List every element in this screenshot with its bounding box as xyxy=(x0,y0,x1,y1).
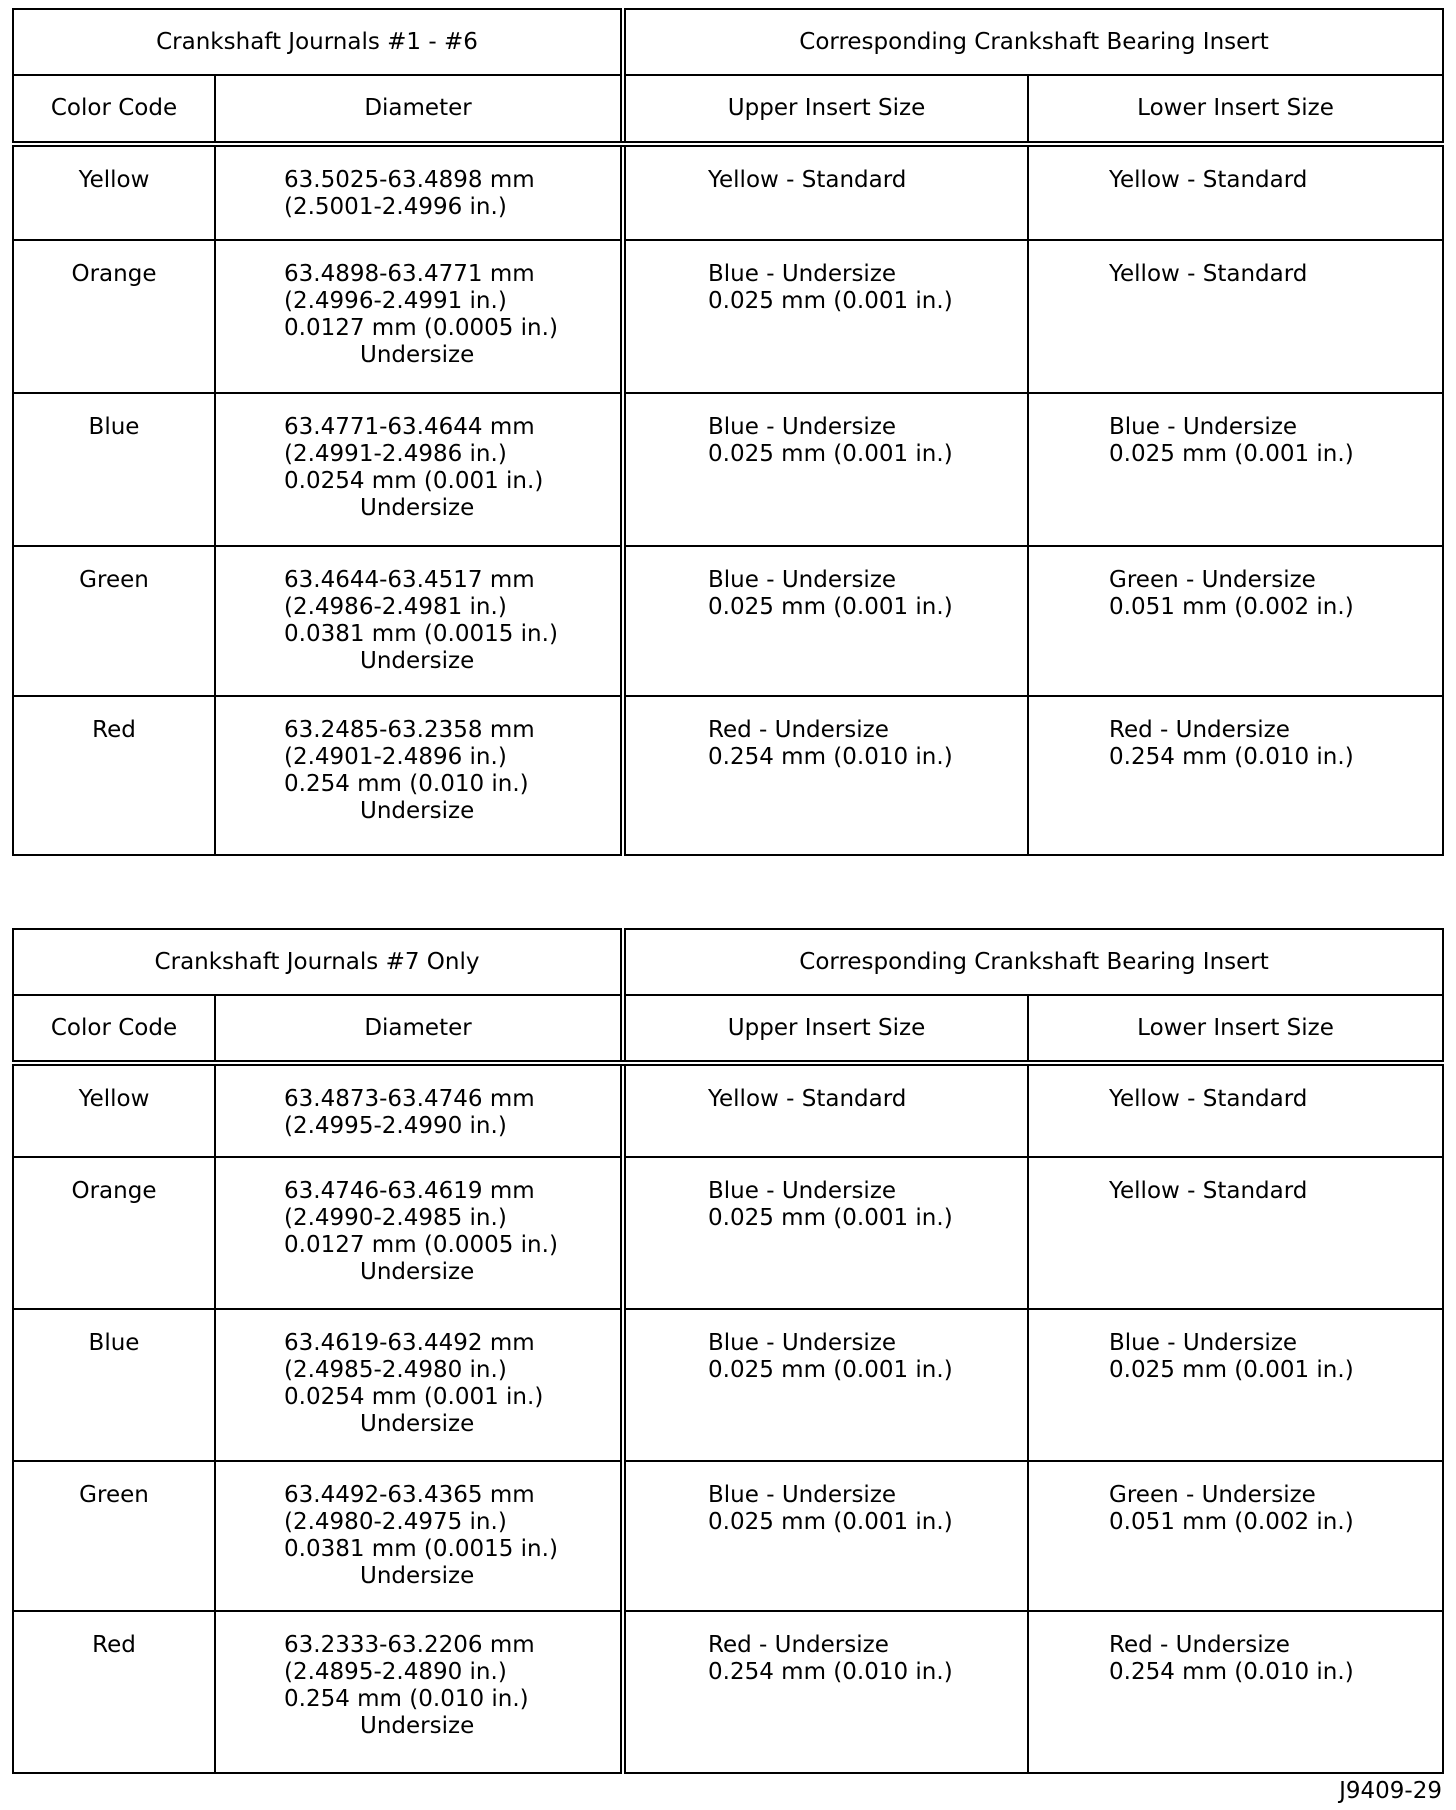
table-row xyxy=(13,1461,1443,1611)
lower-insert-cell xyxy=(1028,240,1443,393)
diameter-mm: 63.4873-63.4746 mm xyxy=(284,1086,535,1112)
header-upper-insert: Upper Insert Size xyxy=(623,75,1028,143)
table-row xyxy=(13,144,1443,240)
undersize-label: Undersize xyxy=(360,1411,475,1437)
upper-insert-cell xyxy=(623,1063,1028,1157)
diameter-mm: 63.5025-63.4898 mm xyxy=(284,166,535,193)
undersize-label: Undersize xyxy=(360,798,475,825)
table-row xyxy=(13,546,1443,697)
diameter-in: (2.4980-2.4975 in.) xyxy=(284,1509,507,1535)
upper-insert-size: 0.025 mm (0.001 in.) xyxy=(708,593,953,620)
upper-insert-cell xyxy=(623,1309,1028,1461)
color-code-cell: Green xyxy=(13,1461,215,1611)
table-row xyxy=(13,240,1443,393)
journal-7-table xyxy=(12,928,1444,1774)
journals-1-6-table xyxy=(12,8,1444,856)
upper-insert-cell xyxy=(623,1611,1028,1773)
undersize-amount: 0.0381 mm (0.0015 in.) xyxy=(284,1536,558,1562)
column-header-row xyxy=(13,75,1443,143)
undersize-label: Undersize xyxy=(360,647,475,674)
table-row xyxy=(13,393,1443,546)
upper-insert-label: Blue - Undersize xyxy=(708,1482,897,1508)
header-diameter: Diameter xyxy=(215,995,623,1063)
lower-insert-label: Green - Undersize xyxy=(1109,566,1316,593)
upper-insert-label: Yellow - Standard xyxy=(708,1086,907,1112)
journals-title: Crankshaft Journals #1 - #6 xyxy=(13,9,623,75)
diameter-mm: 63.4619-63.4492 mm xyxy=(284,1330,535,1356)
upper-insert-size: 0.025 mm (0.001 in.) xyxy=(708,1357,953,1383)
lower-insert-label: Blue - Undersize xyxy=(1109,1330,1298,1356)
undersize-label: Undersize xyxy=(360,1563,475,1589)
lower-insert-cell xyxy=(1028,1157,1443,1309)
table-row xyxy=(13,696,1443,855)
header-upper-insert: Upper Insert Size xyxy=(623,995,1028,1063)
journals-title: Crankshaft Journals #7 Only xyxy=(13,929,623,995)
header-color-code: Color Code xyxy=(13,995,215,1063)
diameter-in: (2.4895-2.4890 in.) xyxy=(284,1659,507,1685)
upper-insert-cell xyxy=(623,144,1028,240)
color-code-cell: Orange xyxy=(13,240,215,393)
color-code-cell: Yellow xyxy=(13,144,215,240)
upper-insert-size: 0.254 mm (0.010 in.) xyxy=(708,1659,953,1685)
diameter-mm: 63.4746-63.4619 mm xyxy=(284,1178,535,1204)
upper-insert-label: Blue - Undersize xyxy=(708,1178,897,1204)
lower-insert-label: Yellow - Standard xyxy=(1109,261,1308,288)
upper-insert-cell xyxy=(623,240,1028,393)
lower-insert-cell xyxy=(1028,1063,1443,1157)
diameter-cell xyxy=(215,1309,623,1461)
color-code-cell: Green xyxy=(13,546,215,697)
bearing-insert-title: Corresponding Crankshaft Bearing Insert xyxy=(623,9,1443,75)
header-color-code: Color Code xyxy=(13,75,215,143)
lower-insert-size: 0.254 mm (0.010 in.) xyxy=(1109,744,1354,771)
color-code-cell: Orange xyxy=(13,1157,215,1309)
diameter-cell xyxy=(215,393,623,546)
color-code-cell: Red xyxy=(13,696,215,855)
upper-insert-size: 0.025 mm (0.001 in.) xyxy=(708,440,953,467)
upper-insert-label: Red - Undersize xyxy=(708,717,889,744)
column-header-row xyxy=(13,995,1443,1063)
diameter-cell xyxy=(215,1611,623,1773)
color-code-cell: Blue xyxy=(13,1309,215,1461)
lower-insert-cell xyxy=(1028,1309,1443,1461)
lower-insert-cell xyxy=(1028,1611,1443,1773)
diameter-in: (2.4991-2.4986 in.) xyxy=(284,440,507,467)
undersize-label: Undersize xyxy=(360,1259,475,1285)
diameter-cell xyxy=(215,1063,623,1157)
color-code-cell: Blue xyxy=(13,393,215,546)
diameter-in: (2.5001-2.4996 in.) xyxy=(284,193,507,220)
color-code-cell: Red xyxy=(13,1611,215,1773)
table-row xyxy=(13,1157,1443,1309)
diameter-mm: 63.2333-63.2206 mm xyxy=(284,1632,535,1658)
lower-insert-cell xyxy=(1028,1461,1443,1611)
lower-insert-label: Blue - Undersize xyxy=(1109,413,1298,440)
bearing-insert-title: Corresponding Crankshaft Bearing Insert xyxy=(623,929,1443,995)
upper-insert-label: Blue - Undersize xyxy=(708,413,897,440)
diameter-in: (2.4986-2.4981 in.) xyxy=(284,593,507,620)
upper-insert-label: Blue - Undersize xyxy=(708,261,897,288)
diameter-in: (2.4995-2.4990 in.) xyxy=(284,1113,507,1139)
lower-insert-label: Red - Undersize xyxy=(1109,1632,1290,1658)
undersize-amount: 0.0381 mm (0.0015 in.) xyxy=(284,620,558,647)
undersize-amount: 0.0254 mm (0.001 in.) xyxy=(284,1384,544,1410)
table-row xyxy=(13,1611,1443,1773)
diameter-cell xyxy=(215,546,623,697)
lower-insert-size: 0.025 mm (0.001 in.) xyxy=(1109,1357,1354,1383)
table-row xyxy=(13,1309,1443,1461)
upper-insert-size: 0.025 mm (0.001 in.) xyxy=(708,1509,953,1535)
lower-insert-cell xyxy=(1028,144,1443,240)
header-lower-insert: Lower Insert Size xyxy=(1028,75,1443,143)
diameter-in: (2.4996-2.4991 in.) xyxy=(284,288,507,315)
upper-insert-label: Blue - Undersize xyxy=(708,1330,897,1356)
lower-insert-label: Green - Undersize xyxy=(1109,1482,1316,1508)
undersize-amount: 0.0127 mm (0.0005 in.) xyxy=(284,1232,558,1258)
undersize-amount: 0.254 mm (0.010 in.) xyxy=(284,1686,529,1712)
diameter-cell xyxy=(215,696,623,855)
lower-insert-cell xyxy=(1028,696,1443,855)
table-row xyxy=(13,1063,1443,1157)
lower-insert-label: Yellow - Standard xyxy=(1109,1178,1308,1204)
lower-insert-size: 0.051 mm (0.002 in.) xyxy=(1109,593,1354,620)
upper-insert-label: Blue - Undersize xyxy=(708,566,897,593)
header-lower-insert: Lower Insert Size xyxy=(1028,995,1443,1063)
diameter-mm: 63.2485-63.2358 mm xyxy=(284,717,535,744)
diameter-mm: 63.4644-63.4517 mm xyxy=(284,566,535,593)
upper-insert-label: Red - Undersize xyxy=(708,1632,889,1658)
upper-insert-cell xyxy=(623,1461,1028,1611)
diameter-in: (2.4901-2.4896 in.) xyxy=(284,744,507,771)
undersize-label: Undersize xyxy=(360,494,475,521)
diameter-cell xyxy=(215,144,623,240)
header-diameter: Diameter xyxy=(215,75,623,143)
upper-insert-cell xyxy=(623,546,1028,697)
diameter-cell xyxy=(215,240,623,393)
undersize-label: Undersize xyxy=(360,1713,475,1739)
table-title-row xyxy=(13,9,1443,75)
diameter-cell xyxy=(215,1157,623,1309)
undersize-amount: 0.254 mm (0.010 in.) xyxy=(284,771,529,798)
lower-insert-size: 0.051 mm (0.002 in.) xyxy=(1109,1509,1354,1535)
upper-insert-size: 0.025 mm (0.001 in.) xyxy=(708,1205,953,1231)
upper-insert-label: Yellow - Standard xyxy=(708,166,907,193)
diameter-mm: 63.4771-63.4644 mm xyxy=(284,413,535,440)
undersize-label: Undersize xyxy=(360,342,475,369)
lower-insert-cell xyxy=(1028,546,1443,697)
diameter-mm: 63.4898-63.4771 mm xyxy=(284,261,535,288)
lower-insert-size: 0.254 mm (0.010 in.) xyxy=(1109,1659,1354,1685)
upper-insert-size: 0.025 mm (0.001 in.) xyxy=(708,288,953,315)
color-code-cell: Yellow xyxy=(13,1063,215,1157)
undersize-amount: 0.0127 mm (0.0005 in.) xyxy=(284,315,558,342)
diameter-in: (2.4985-2.4980 in.) xyxy=(284,1357,507,1383)
upper-insert-cell xyxy=(623,696,1028,855)
upper-insert-cell xyxy=(623,393,1028,546)
diameter-in: (2.4990-2.4985 in.) xyxy=(284,1205,507,1231)
lower-insert-label: Yellow - Standard xyxy=(1109,1086,1308,1112)
lower-insert-label: Red - Undersize xyxy=(1109,717,1290,744)
lower-insert-size: 0.025 mm (0.001 in.) xyxy=(1109,440,1354,467)
table-title-row xyxy=(13,929,1443,995)
diameter-cell xyxy=(215,1461,623,1611)
upper-insert-cell xyxy=(623,1157,1028,1309)
diameter-mm: 63.4492-63.4365 mm xyxy=(284,1482,535,1508)
upper-insert-size: 0.254 mm (0.010 in.) xyxy=(708,744,953,771)
lower-insert-label: Yellow - Standard xyxy=(1109,166,1308,193)
undersize-amount: 0.0254 mm (0.001 in.) xyxy=(284,467,544,494)
figure-id: J9409-29 xyxy=(1339,1778,1442,1804)
lower-insert-cell xyxy=(1028,393,1443,546)
